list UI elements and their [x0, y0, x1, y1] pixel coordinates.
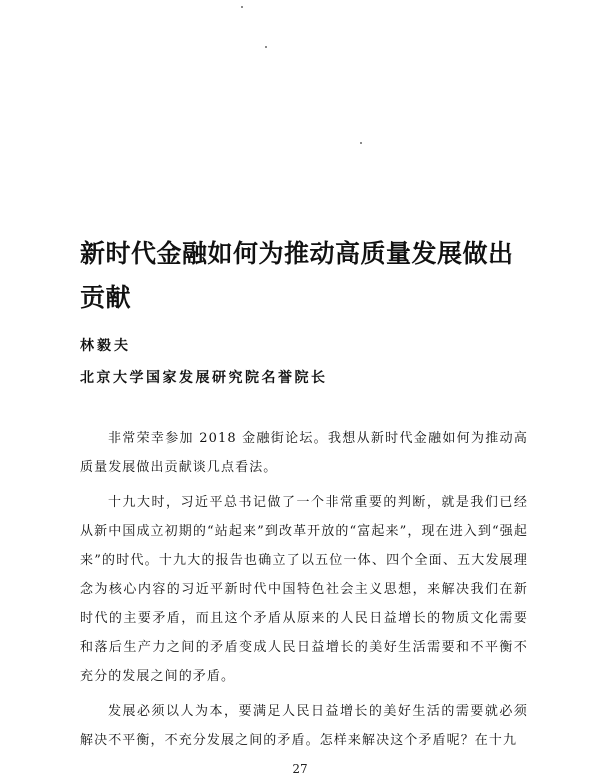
scan-speck — [265, 46, 267, 48]
body-paragraph: 十九大时，习近平总书记做了一个非常重要的判断，就是我们已经从新中国成立初期的“站起来”到改革开放的“富起来”，现在进入到“强起来”的时代。十九大的报告也确立了以五位一体、四个全面、五大发展理念为核心内容的习近平新时代中国特色社会主义思想，来解决我们在新时代的主要矛盾，而且这个矛盾从原来的人民日益增长的物质文化需要和落后生产力之间的矛盾变成人民日益增长的美好生活需要和不平衡不充分的发展之间的矛盾。 — [80, 495, 528, 684]
article-title: 新时代金融如何为推动高质量发展做出贡献 — [80, 239, 514, 312]
article-body — [80, 424, 528, 761]
author-name: 林毅夫 — [80, 338, 131, 354]
scan-speck — [241, 6, 243, 8]
body-paragraph: 发展必须以人为本，要满足人民日益增长的美好生活的需要就必须解决不平衡，不充分发展之间的矛盾。怎样来解决这个矛盾呢？在十九 — [80, 704, 528, 748]
body-paragraph: 非常荣幸参加 2018 金融街论坛。我想从新时代金融如何为推动高质量发展做出贡献谈几点看法。 — [80, 431, 528, 475]
page-number: 27 — [292, 762, 308, 776]
scan-speck — [360, 142, 362, 144]
author-affiliation: 北京大学国家发展研究院名誉院长 — [80, 370, 328, 386]
